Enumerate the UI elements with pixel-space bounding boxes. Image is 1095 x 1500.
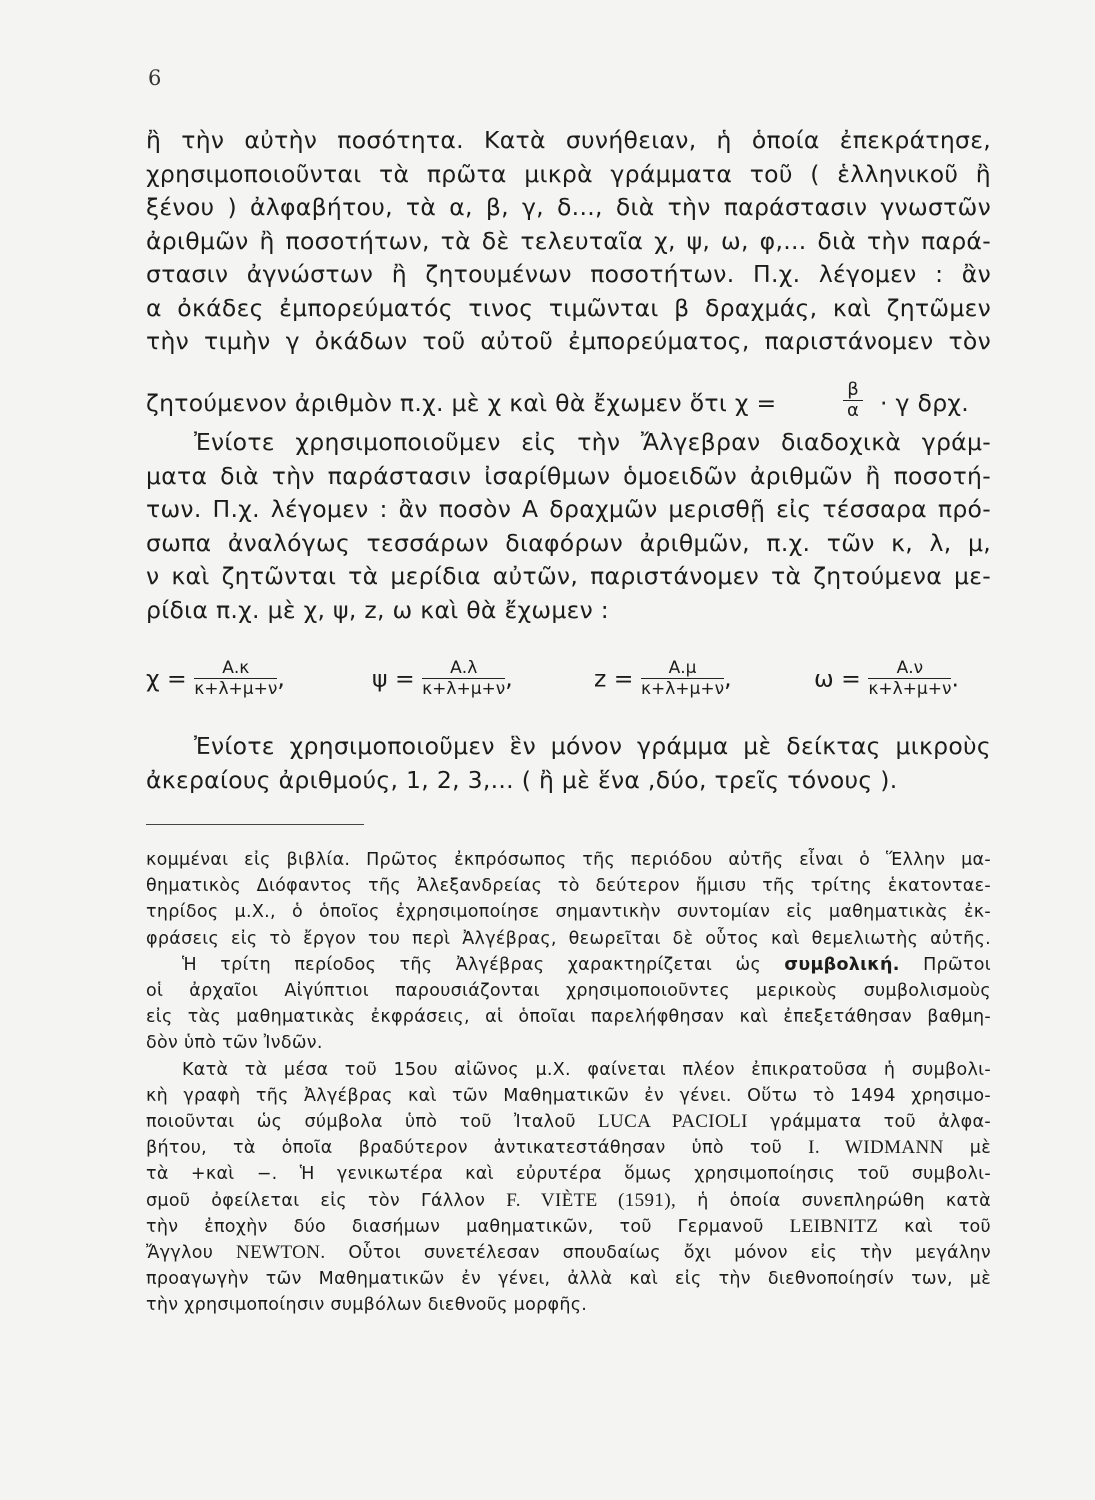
footnote-name-newton: NEWTON. bbox=[236, 1242, 326, 1264]
footnote-line bbox=[146, 952, 991, 978]
page-number: 6 bbox=[148, 66, 162, 90]
equation-lhs: χ = bbox=[146, 664, 187, 693]
fraction-denominator: κ+λ+μ+ν bbox=[868, 679, 952, 699]
equation-z bbox=[594, 658, 732, 699]
text-line: στασιν ἀγνώστων ἢ ζητουμένων ποσοτήτων. Π.χ. λέγομεν : ἂν bbox=[146, 260, 991, 288]
footnote-line bbox=[146, 1135, 991, 1161]
body-paragraph-1 bbox=[146, 124, 991, 359]
footnote-line bbox=[146, 1188, 991, 1214]
footnote-name-viete: F. VIÈTE (1591), bbox=[506, 1189, 677, 1211]
equation-lhs: ω = bbox=[814, 664, 861, 693]
equation-punct: . bbox=[951, 664, 959, 693]
fraction-numerator: Α.ν bbox=[896, 658, 924, 678]
fraction-denominator: κ+λ+μ+ν bbox=[640, 679, 725, 699]
text-line: σωπα ἀναλόγως τεσσάρων διαφόρων ἀριθμῶν, π.χ. τῶν κ, λ, μ, bbox=[146, 528, 991, 557]
footnote-line bbox=[146, 1214, 991, 1240]
fraction-denominator: κ+λ+μ+ν bbox=[194, 679, 278, 699]
footnote-separator bbox=[146, 824, 364, 825]
footnote-block bbox=[146, 847, 991, 1319]
footnote-text: Ἄγγλου bbox=[146, 1243, 214, 1264]
footnote-text: τὴν ἐποχὴν δύο διασήμων μαθηματικῶν, τοῦ Γερμανοῦ bbox=[146, 1216, 764, 1237]
footnote-text: γράμματα τοῦ ἀλφα- bbox=[770, 1112, 991, 1133]
footnote-text: Ἡ τρίτη περίοδος τῆς Ἀλγέβρας χαρακτηρίζεται ὡς bbox=[182, 954, 762, 975]
text-line: ρίδια π.χ. μὲ χ, ψ, z, ω καὶ θὰ ἔχωμεν : bbox=[146, 595, 610, 624]
footnote-line bbox=[146, 1109, 991, 1135]
footnote-text: ποιοῦνται ὡς σύμβολα ὑπὸ τοῦ Ἰταλοῦ bbox=[146, 1112, 576, 1133]
body-paragraph-2 bbox=[146, 426, 991, 627]
footnote-line: φράσεις εἰς τὸ ἔργον του περὶ Ἀλγέβρας, θεωρεῖται δὲ οὗτος καὶ θεμελιωτὴς αὐτῆς. bbox=[146, 928, 991, 949]
text-line: ματα διὰ τὴν παράστασιν ἰσαρίθμων ὁμοειδῶν ἀριθμῶν ἢ ποσοτή- bbox=[146, 461, 991, 490]
fraction-numerator: Α.κ bbox=[222, 658, 250, 678]
text-line: ξένου ) ἀλφαβήτου, τὰ α, β, γ, δ..., διὰ τὴν παράστασιν γνωστῶν bbox=[146, 193, 991, 221]
equations-row bbox=[146, 658, 991, 706]
footnote-line: τὰ +καὶ −. Ἡ γενικωτέρα καὶ εὐρυτέρα ὅμως χρησιμοποίησις τοῦ συμβολι- bbox=[146, 1164, 991, 1185]
text-line: τὴν τιμὴν γ ὀκάδων τοῦ αὐτοῦ ἐμπορεύματος, παριστάνομεν τὸν bbox=[146, 327, 991, 355]
equation-punct: , bbox=[724, 664, 732, 693]
text-line: χρησιμοποιοῦνται τὰ πρῶτα μικρὰ γράμματα τοῦ ( ἑλληνικοῦ ἢ bbox=[146, 159, 991, 188]
footnote-bold-term: συμβολική. bbox=[784, 954, 900, 975]
text-line: Ἐνίοτε χρησιμοποιοῦμεν ἓν μόνον γράμμα μὲ δείκτας μικροὺς bbox=[194, 732, 991, 760]
text-line: ν καὶ ζητῶνται τὰ μερίδια αὐτῶν, παριστάνομεν τὰ ζητούμενα με- bbox=[146, 562, 991, 590]
equation-lhs: ψ = bbox=[372, 664, 415, 693]
footnote-text: σμοῦ ὀφείλεται εἰς τὸν Γάλλον bbox=[146, 1190, 486, 1211]
footnote-text: βήτου, τὰ ὁποῖα βραδύτερον ἀντικατεστάθησαν ὑπὸ τοῦ bbox=[146, 1138, 783, 1159]
equation-punct: , bbox=[277, 664, 285, 693]
footnote-text: ἡ ὁποία συνεπληρώθη κατὰ bbox=[697, 1190, 992, 1211]
equation-chi bbox=[146, 658, 285, 699]
equation-fraction bbox=[422, 658, 505, 699]
text-line: ζητούμενον ἀριθμὸν π.χ. μὲ χ καὶ θὰ ἔχωμεν ὅτι χ = bbox=[146, 389, 777, 417]
footnote-line: τηρίδος μ.Χ., ὁ ὁποῖος ἐχρησιμοποίησε σημαντικὴν συντομίαν εἰς μαθηματικὰς ἐκ- bbox=[146, 902, 991, 923]
footnote-line: προαγωγὴν τῶν Μαθηματικῶν ἐν γένει, ἀλλὰ καὶ εἰς τὴν διεθνοποίησίν των, μὲ bbox=[146, 1269, 991, 1290]
text-line: ἀριθμῶν ἢ ποσοτήτων, τὰ δὲ τελευταῖα χ, ψ, ω, φ,... διὰ τὴν παρά- bbox=[146, 226, 991, 255]
fraction-numerator: β bbox=[847, 379, 859, 400]
footnote-text: μὲ bbox=[969, 1138, 991, 1159]
equation-fraction bbox=[641, 658, 724, 699]
footnote-text: καὶ τοῦ bbox=[904, 1216, 991, 1237]
equation-lhs: z = bbox=[594, 664, 634, 693]
fraction-denominator: α bbox=[843, 400, 863, 421]
fraction-beta-alpha bbox=[843, 380, 863, 421]
footnote-line: κομμέναι εἰς βιβλία. Πρῶτος ἐκπρόσωπος τῆς περιόδου αὐτῆς εἶναι ὁ Ἕλλην μα- bbox=[146, 850, 991, 870]
fraction-numerator: Α.μ bbox=[668, 658, 697, 678]
fraction-numerator: Α.λ bbox=[450, 658, 478, 678]
equation-psi bbox=[372, 658, 513, 699]
equation-fraction bbox=[868, 658, 951, 699]
text-line: Ἐνίοτε χρησιμοποιοῦμεν εἰς τὴν Ἄλγεβραν διαδοχικὰ γράμ- bbox=[194, 428, 991, 456]
footnote-line bbox=[146, 1240, 991, 1266]
footnote-name-widmann: I. WIDMANN bbox=[808, 1137, 944, 1159]
footnote-line: Κατὰ τὰ μέσα τοῦ 15ου αἰῶνος μ.Χ. φαίνεται πλέον ἐπικρατοῦσα ἡ συμβολι- bbox=[182, 1059, 991, 1080]
footnote-line: δὸν ὑπὸ τῶν Ἰνδῶν. bbox=[146, 1033, 323, 1054]
footnote-line: τὴν χρησιμοποίησιν συμβόλων διεθνοῦς μορφῆς. bbox=[146, 1295, 588, 1316]
footnote-text: Πρῶτοι bbox=[923, 954, 991, 975]
equation-fraction bbox=[194, 658, 277, 699]
text-line: ἢ τὴν αὐτὴν ποσότητα. Κατὰ συνήθειαν, ἡ ὁποία ἐπεκράτησε, bbox=[146, 126, 991, 154]
equation-omega bbox=[814, 658, 959, 699]
text-line: · γ δρχ. bbox=[880, 389, 970, 417]
text-line: ἀκεραίους ἀριθμούς, 1, 2, 3,... ( ἢ μὲ ἕνα ,δύο, τρεῖς τόνους ). bbox=[146, 765, 898, 794]
footnote-line: οἱ ἀρχαῖοι Αἰγύπτιοι παρουσιάζονται χρησιμοποιοῦντες μερικοὺς συμβολισμοὺς bbox=[146, 981, 991, 1002]
footnote-line: κὴ γραφὴ τῆς Ἀλγέβρας καὶ τῶν Μαθηματικῶν ἐν γένει. Οὕτω τὸ 1494 χρησιμο- bbox=[146, 1085, 991, 1106]
footnote-line: θηματικὸς Διόφαντος τῆς Ἀλεξανδρείας τὸ δεύτερον ἥμισυ τῆς τρίτης ἑκατονταε- bbox=[146, 876, 991, 897]
footnote-name-pacioli: LUCA PACIOLI bbox=[598, 1111, 748, 1133]
text-line: των. Π.χ. λέγομεν : ἂν ποσὸν Α δραχμῶν μερισθῇ εἰς τέσσαρα πρό- bbox=[146, 495, 991, 523]
fraction-denominator: κ+λ+μ+ν bbox=[422, 679, 506, 699]
body-paragraph-3 bbox=[146, 730, 991, 797]
footnote-line: εἰς τὰς μαθηματικὰς ἐκφράσεις, αἱ ὁποῖαι παρελήφθησαν καὶ ἐπεξετάθησαν βαθμη- bbox=[146, 1007, 991, 1028]
price-formula-line bbox=[146, 378, 991, 428]
footnote-text: Οὗτοι συνετέλεσαν σπουδαίως ὄχι μόνον εἰς τὴν μεγάλην bbox=[348, 1243, 992, 1264]
footnote-name-leibnitz: LEIBNITZ bbox=[789, 1215, 879, 1237]
equation-punct: , bbox=[505, 664, 513, 693]
text-line: α ὀκάδες ἐμπορεύματός τινος τιμῶνται β δραχμάς, καὶ ζητῶμεν bbox=[146, 293, 991, 322]
